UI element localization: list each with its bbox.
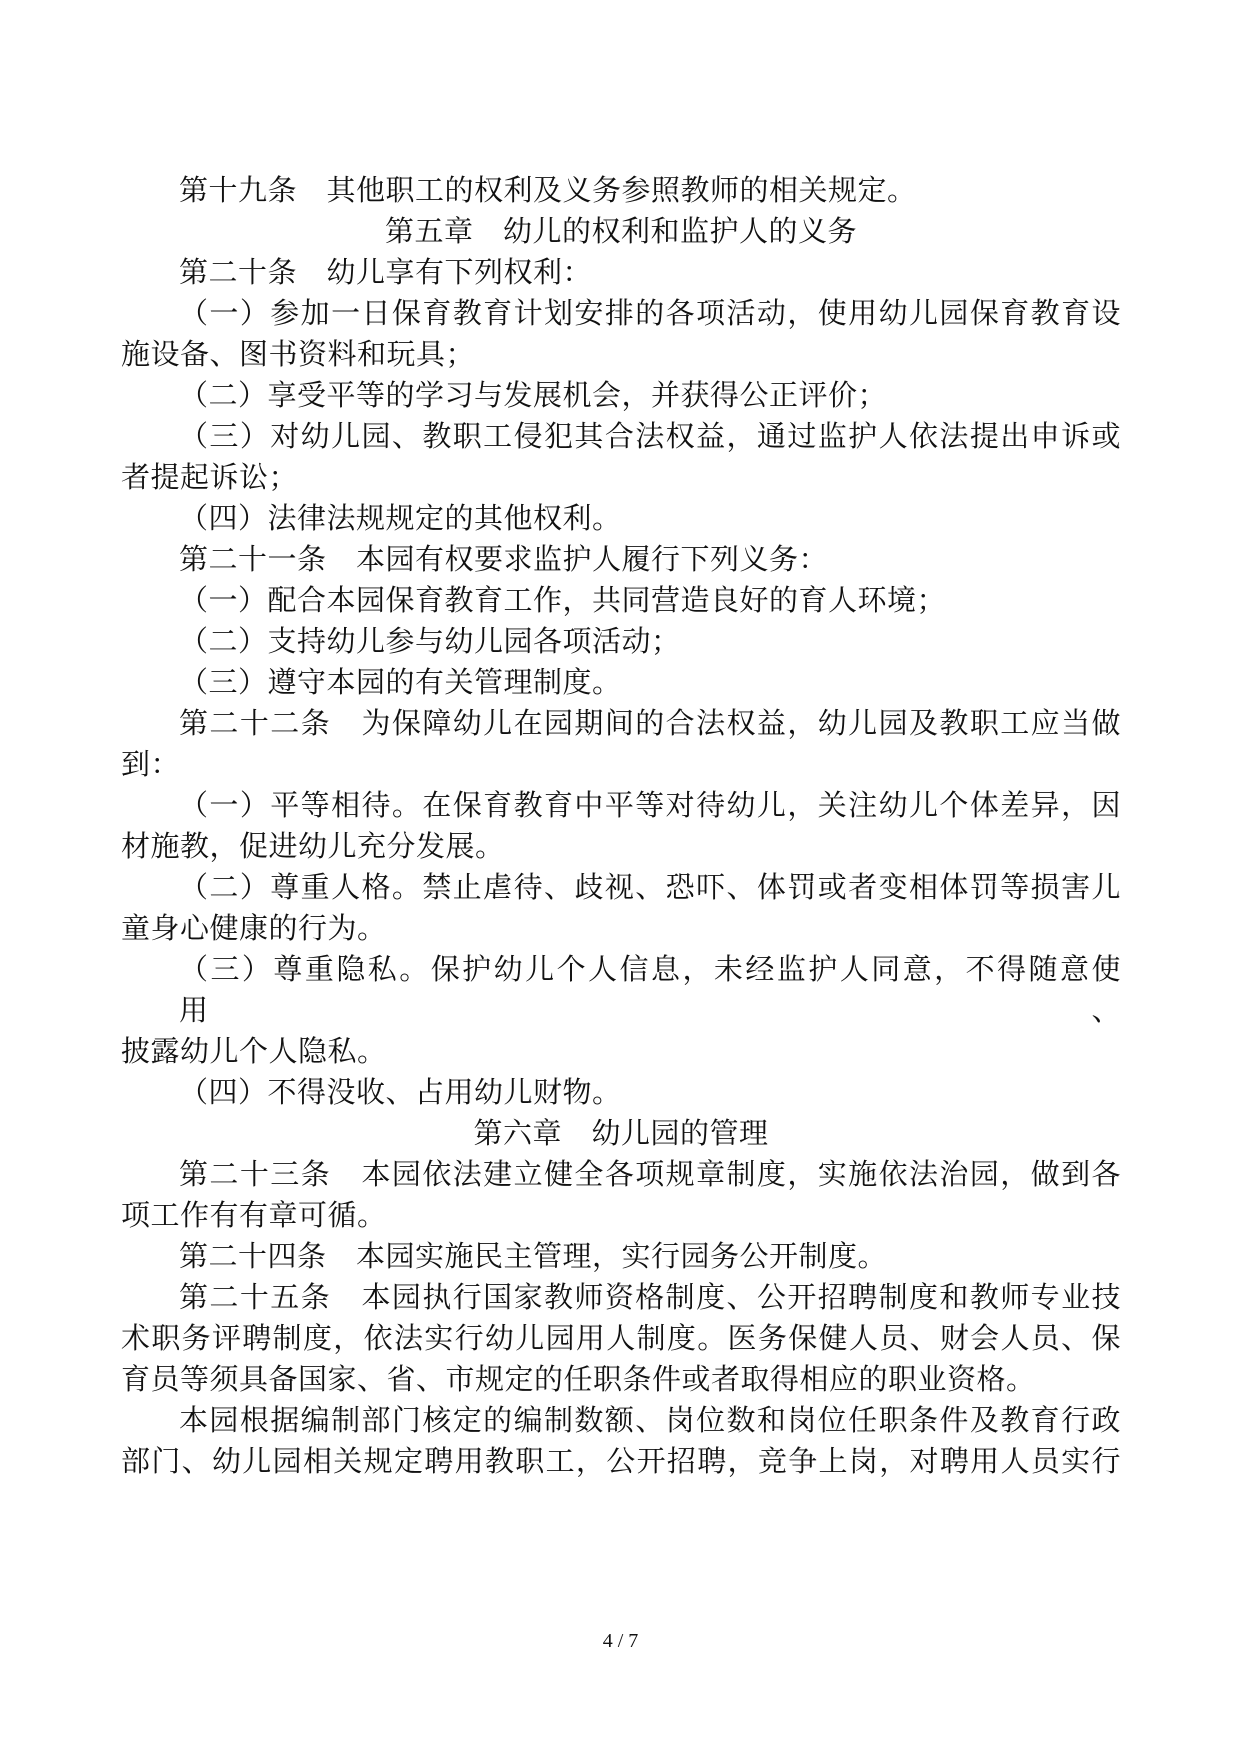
text-line: 第二十二条 为保障幼儿在园期间的合法权益，幼儿园及教职工应当做 <box>179 706 1121 740</box>
text-line: 本园根据编制部门核定的编制数额、岗位数和岗位任职条件及教育行政 <box>179 1403 1121 1437</box>
text-line: 施设备、图书资料和玩具； <box>121 337 476 371</box>
text-line: 第十九条 其他职工的权利及义务参照教师的相关规定。 <box>179 173 917 207</box>
text-line: 者提起诉讼； <box>121 460 299 494</box>
text-line: 第二十三条 本园依法建立健全各项规章制度，实施依法治园，做到各 <box>179 1157 1121 1191</box>
text-line: 第二十四条 本园实施民主管理，实行园务公开制度。 <box>179 1239 888 1273</box>
text-line: （一）平等相待。在保育教育中平等对待幼儿，关注幼儿个体差异，因 <box>179 788 1121 822</box>
text-line: 到： <box>121 747 181 781</box>
text-line: 第二十五条 本园执行国家教师资格制度、公开招聘制度和教师专业技 <box>179 1280 1121 1314</box>
page-number: 4 / 7 <box>602 1630 639 1652</box>
chapter-heading: 第六章 幼儿园的管理 <box>473 1116 769 1150</box>
text-line: （四）不得没收、占用幼儿财物。 <box>179 1075 622 1109</box>
text-line: 童身心健康的行为。 <box>121 911 387 945</box>
text-line: 第二十条 幼儿享有下列权利： <box>179 255 593 289</box>
text-line: 育员等须具备国家、省、市规定的任职条件或者取得相应的职业资格。 <box>121 1362 1036 1396</box>
text-line: （一）配合本园保育教育工作，共同营造良好的育人环境； <box>179 583 947 617</box>
text-line: （一）参加一日保育教育计划安排的各项活动，使用幼儿园保育教育设 <box>179 296 1121 330</box>
text-line: （二）享受平等的学习与发展机会，并获得公正评价； <box>179 378 888 412</box>
text-line: 术职务评聘制度，依法实行幼儿园用人制度。医务保健人员、财会人员、保 <box>121 1321 1121 1355</box>
document-body <box>121 170 1121 1482</box>
text-line: （三）尊重隐私。保护幼儿个人信息，未经监护人同意，不得随意使用、 <box>179 952 1121 1027</box>
text-line: 第二十一条 本园有权要求监护人履行下列义务： <box>179 542 829 576</box>
chapter-heading: 第五章 幼儿的权利和监护人的义务 <box>384 214 857 248</box>
text-line: （四）法律法规规定的其他权利。 <box>179 501 622 535</box>
text-line: （二）支持幼儿参与幼儿园各项活动； <box>179 624 681 658</box>
text-line: 披露幼儿个人隐私。 <box>121 1034 387 1068</box>
text-line: 材施教，促进幼儿充分发展。 <box>121 829 505 863</box>
text-line: （三）遵守本园的有关管理制度。 <box>179 665 622 699</box>
text-line: 部门、幼儿园相关规定聘用教职工，公开招聘，竞争上岗，对聘用人员实行 <box>121 1444 1121 1478</box>
text-line: （二）尊重人格。禁止虐待、歧视、恐吓、体罚或者变相体罚等损害儿 <box>179 870 1121 904</box>
text-line: （三）对幼儿园、教职工侵犯其合法权益，通过监护人依法提出申诉或 <box>179 419 1121 453</box>
text-line: 项工作有有章可循。 <box>121 1198 387 1232</box>
